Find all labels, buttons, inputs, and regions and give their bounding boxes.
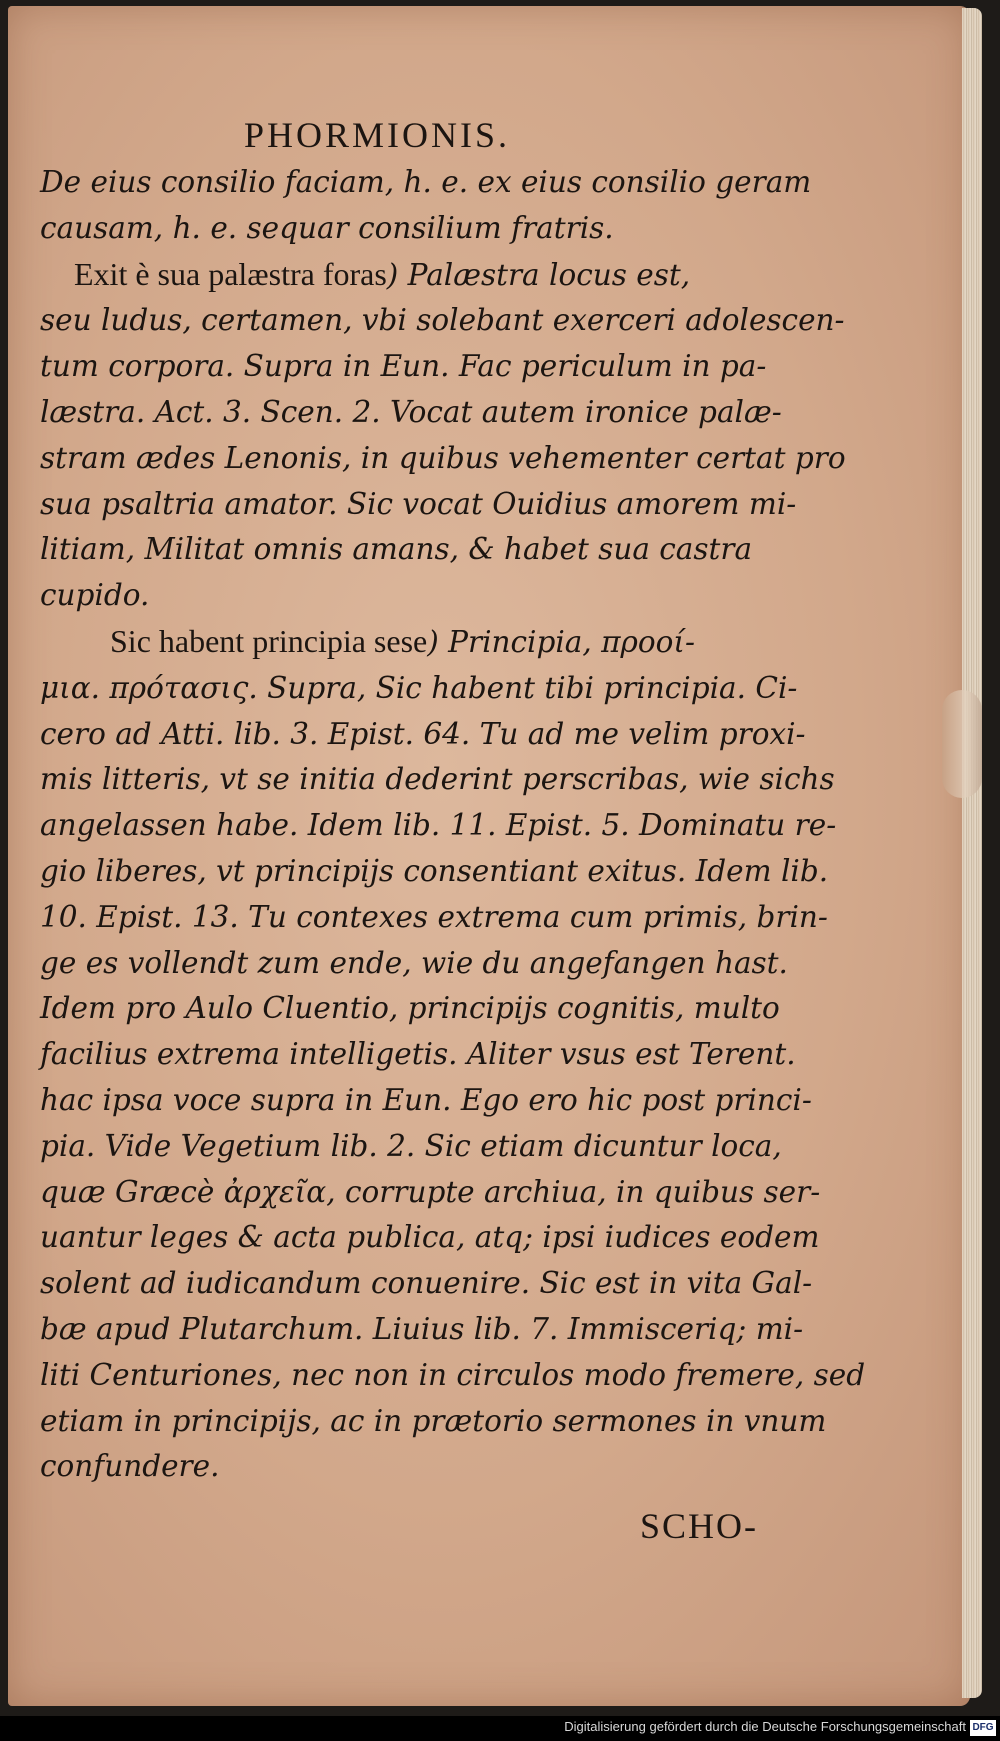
commentary-text: cero ad Atti. lib. 3. Epist. 64. Tu ad me velim proxi- (40, 716, 806, 751)
text-line (40, 1124, 830, 1170)
text-line (40, 1261, 830, 1307)
text-line (40, 206, 830, 252)
commentary-text: pia. Vide Vegetium lib. 2. Sic etiam dicuntur loca, (40, 1128, 782, 1163)
commentary-text: De eius consilio faciam, h. e. ex eius consilio geram (40, 165, 812, 199)
footer-credit: Digitalisierung gefördert durch die Deutsche Forschungsgemeinschaft (564, 1719, 966, 1734)
text-line (40, 1215, 830, 1261)
commentary-text: Idem pro Aulo Cluentio, principijs cognitis, multo (40, 991, 780, 1026)
commentary-text: quæ Græcè ἀρχεῖα, corrupte archiua, in quibus ser- (40, 1174, 821, 1209)
commentary-text: etiam in principijs, ac in prætorio sermones in vnum (40, 1403, 827, 1438)
dfg-logo: DFG (970, 1720, 996, 1736)
commentary-text: hac ipsa voce supra in Eun. Ego ero hic post princi- (40, 1082, 812, 1117)
commentary-text: causam, h. e. sequar consilium fratris. (40, 210, 614, 245)
commentary-text: ) Principia, προοί- (427, 624, 695, 659)
text-line (40, 1078, 830, 1124)
text-line (40, 803, 837, 849)
commentary-text: μια. πρότασις. Supra, Sic habent tibi principia. Ci- (40, 670, 798, 705)
text-line (40, 757, 835, 803)
lemma-text: Sic habent principia sese (110, 622, 428, 659)
catchword: SCHO- (640, 1506, 759, 1546)
commentary-text: ge es vollendt zum ende, wie du angefangen hast. (40, 945, 788, 980)
text-line (40, 482, 830, 528)
commentary-text: litiam, Militat omnis amans, & habet sua castra (40, 532, 753, 567)
text-line (40, 986, 830, 1032)
commentary-text: confundere. (40, 1449, 220, 1484)
commentary-text: ) Palæstra locus est, (386, 257, 691, 292)
commentary-text: cupido. (40, 578, 150, 613)
book-clasp (942, 690, 982, 798)
text-line (40, 344, 830, 390)
text-line (40, 895, 830, 941)
body-text (40, 160, 866, 1490)
text-line (40, 252, 830, 299)
text-line (40, 1307, 830, 1353)
commentary-text: solent ad iudicandum conuenire. Sic est in vita Gal- (40, 1266, 813, 1301)
text-line (40, 712, 830, 758)
footer-bar (0, 1716, 1000, 1741)
text-line (40, 666, 830, 712)
text-line (40, 298, 845, 344)
text-line (40, 527, 830, 573)
commentary-text: sua psaltria amator. Sic vocat Ouidius amorem mi- (40, 486, 797, 521)
text-line (40, 1170, 830, 1216)
text-line (40, 619, 830, 666)
page-fore-edge (962, 8, 982, 1698)
commentary-text: angelassen habe. Idem lib. 11. Epist. 5. Dominatu re- (40, 808, 837, 843)
commentary-text: 10. Epist. 13. Tu contexes extrema cum primis, brin- (40, 899, 828, 934)
commentary-text: bæ apud Plutarchum. Liuius lib. 7. Immisceriq; mi- (40, 1311, 804, 1346)
commentary-text: facilius extrema intelligetis. Aliter vsus est Terent. (40, 1037, 796, 1072)
commentary-text: tum corpora. Supra in Eun. Fac periculum in pa- (40, 349, 767, 384)
text-line (40, 941, 830, 987)
lemma-text: Exit è sua palæstra foras (74, 255, 387, 292)
text-line (40, 1353, 866, 1399)
commentary-text: seu ludus, certamen, vbi solebant exerceri adolescen- (40, 303, 845, 338)
commentary-text: læstra. Act. 3. Scen. 2. Vocat autem ironice palæ- (40, 394, 782, 429)
text-line (40, 573, 830, 619)
text-line (40, 1444, 830, 1490)
text-line (40, 390, 830, 436)
text-line (40, 436, 846, 482)
commentary-text: stram ædes Lenonis, in quibus vehementer certat pro (40, 440, 846, 475)
text-line (40, 1032, 830, 1078)
text-line (40, 849, 830, 895)
commentary-text: uantur leges & acta publica, atq; ipsi iudices eodem (40, 1220, 820, 1255)
text-line (40, 160, 830, 206)
text-line (40, 1399, 830, 1445)
commentary-text: liti Centuriones, nec non in circulos modo fremere, sed (40, 1357, 866, 1392)
commentary-text: gio liberes, vt principijs consentiant exitus. Idem lib. (40, 853, 829, 888)
running-head: PHORMIONIS. (244, 115, 511, 155)
commentary-text: mis litteris, vt se initia dederint perscribas, wie sichs (40, 762, 835, 797)
